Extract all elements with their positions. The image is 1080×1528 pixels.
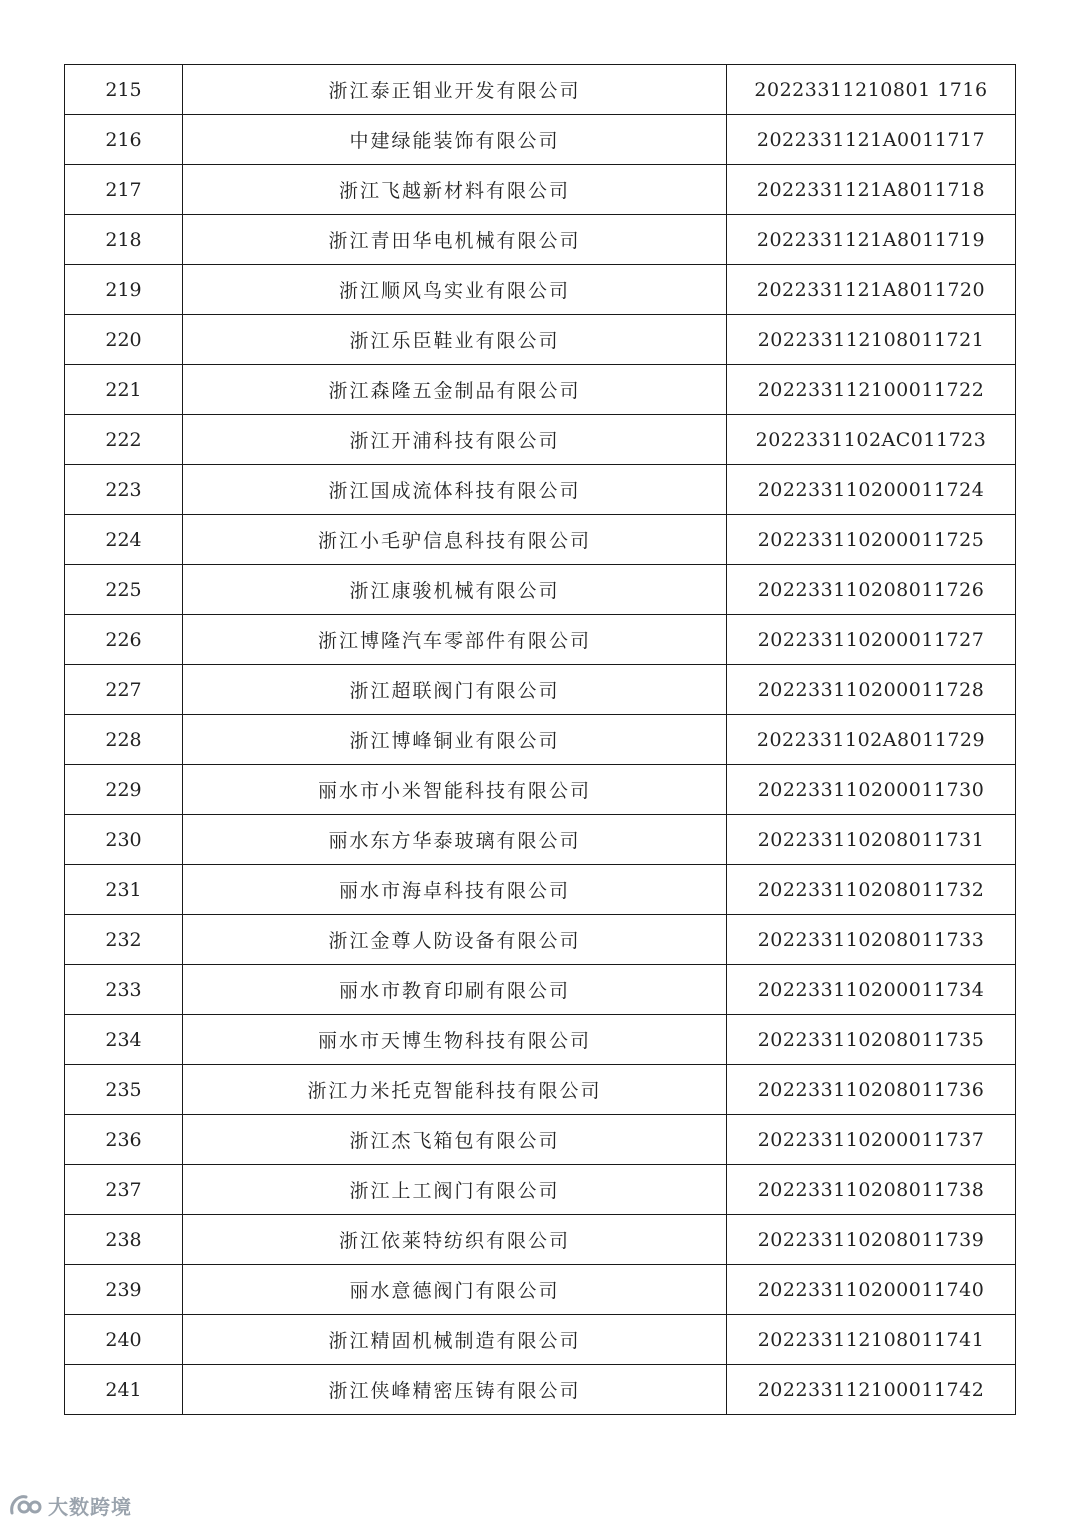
row-number: 218 — [65, 215, 183, 265]
company-name: 丽水市小米智能科技有限公司 — [183, 765, 727, 815]
registration-code: 2022331121A0011717 — [727, 115, 1016, 165]
watermark — [8, 1491, 132, 1520]
watermark-text: 大数跨境 — [48, 1495, 132, 1519]
row-number: 238 — [65, 1215, 183, 1265]
registration-code: 202233110208011736 — [727, 1065, 1016, 1115]
table-row — [65, 315, 1016, 365]
registration-code: 202233110208011735 — [727, 1015, 1016, 1065]
company-name: 浙江国成流体科技有限公司 — [183, 465, 727, 515]
company-name: 浙江青田华电机械有限公司 — [183, 215, 727, 265]
row-number: 235 — [65, 1065, 183, 1115]
row-number: 223 — [65, 465, 183, 515]
company-name: 浙江力米托克智能科技有限公司 — [183, 1065, 727, 1115]
row-number: 220 — [65, 315, 183, 365]
table-row — [65, 1065, 1016, 1115]
table-body — [65, 65, 1016, 1415]
registration-code: 202233110208011732 — [727, 865, 1016, 915]
table-row — [65, 865, 1016, 915]
row-number: 224 — [65, 515, 183, 565]
row-number: 222 — [65, 415, 183, 465]
table-row — [65, 615, 1016, 665]
table-row — [65, 915, 1016, 965]
row-number: 216 — [65, 115, 183, 165]
table-row — [65, 1215, 1016, 1265]
company-name: 浙江超联阀门有限公司 — [183, 665, 727, 715]
table-row — [65, 165, 1016, 215]
row-number: 234 — [65, 1015, 183, 1065]
registration-code: 202233110208011731 — [727, 815, 1016, 865]
company-name: 浙江顺风鸟实业有限公司 — [183, 265, 727, 315]
registration-code: 202233110200011725 — [727, 515, 1016, 565]
company-name: 浙江博隆汽车零部件有限公司 — [183, 615, 727, 665]
registration-code: 202233110208011726 — [727, 565, 1016, 615]
company-name: 浙江侠峰精密压铸有限公司 — [183, 1365, 727, 1415]
table-row — [65, 1365, 1016, 1415]
table-row — [65, 415, 1016, 465]
row-number: 237 — [65, 1165, 183, 1215]
row-number: 228 — [65, 715, 183, 765]
table-row — [65, 1015, 1016, 1065]
company-name: 浙江金尊人防设备有限公司 — [183, 915, 727, 965]
registration-code: 2022331121A8011719 — [727, 215, 1016, 265]
table-row — [65, 265, 1016, 315]
table-row — [65, 765, 1016, 815]
row-number: 229 — [65, 765, 183, 815]
row-number: 230 — [65, 815, 183, 865]
company-name: 浙江泰正钼业开发有限公司 — [183, 65, 727, 115]
row-number: 221 — [65, 365, 183, 415]
registration-code: 202233110200011724 — [727, 465, 1016, 515]
registration-code: 202233110200011737 — [727, 1115, 1016, 1165]
registration-code: 202233112108011721 — [727, 315, 1016, 365]
registration-code: 202233110208011739 — [727, 1215, 1016, 1265]
table-row — [65, 1115, 1016, 1165]
company-name: 浙江康骏机械有限公司 — [183, 565, 727, 615]
registration-code: 2022331121A8011720 — [727, 265, 1016, 315]
registration-code: 202233110200011734 — [727, 965, 1016, 1015]
row-number: 239 — [65, 1265, 183, 1315]
registration-code: 2022331121A8011718 — [727, 165, 1016, 215]
row-number: 233 — [65, 965, 183, 1015]
registration-code: 202233110200011728 — [727, 665, 1016, 715]
company-name: 中建绿能装饰有限公司 — [183, 115, 727, 165]
company-name: 浙江精固机械制造有限公司 — [183, 1315, 727, 1365]
registration-code: 20223311210801 1716 — [727, 65, 1016, 115]
registration-code: 202233110200011730 — [727, 765, 1016, 815]
row-number: 241 — [65, 1365, 183, 1415]
row-number: 231 — [65, 865, 183, 915]
registration-code: 2022331102AC011723 — [727, 415, 1016, 465]
company-name: 浙江上工阀门有限公司 — [183, 1165, 727, 1215]
row-number: 225 — [65, 565, 183, 615]
table-row — [65, 465, 1016, 515]
row-number: 232 — [65, 915, 183, 965]
company-list-table — [64, 64, 1016, 1415]
table-row — [65, 815, 1016, 865]
registration-code: 202233112100011742 — [727, 1365, 1016, 1415]
company-name: 浙江依莱特纺织有限公司 — [183, 1215, 727, 1265]
row-number: 236 — [65, 1115, 183, 1165]
company-name: 丽水意德阀门有限公司 — [183, 1265, 727, 1315]
row-number: 219 — [65, 265, 183, 315]
company-name: 丽水市海卓科技有限公司 — [183, 865, 727, 915]
table-row — [65, 1315, 1016, 1365]
company-name: 浙江小毛驴信息科技有限公司 — [183, 515, 727, 565]
company-name: 浙江乐臣鞋业有限公司 — [183, 315, 727, 365]
table-row — [65, 515, 1016, 565]
row-number: 217 — [65, 165, 183, 215]
registration-code: 202233110200011740 — [727, 1265, 1016, 1315]
company-name: 浙江森隆五金制品有限公司 — [183, 365, 727, 415]
company-name: 浙江开浦科技有限公司 — [183, 415, 727, 465]
company-name: 浙江飞越新材料有限公司 — [183, 165, 727, 215]
registration-code: 202233110208011738 — [727, 1165, 1016, 1215]
table-row — [65, 1165, 1016, 1215]
table-row — [65, 215, 1016, 265]
row-number: 226 — [65, 615, 183, 665]
table-row — [65, 1265, 1016, 1315]
table-row — [65, 665, 1016, 715]
company-name: 丽水市教育印刷有限公司 — [183, 965, 727, 1015]
table-row — [65, 965, 1016, 1015]
table-row — [65, 115, 1016, 165]
company-name: 浙江博峰铜业有限公司 — [183, 715, 727, 765]
row-number: 240 — [65, 1315, 183, 1365]
table-row — [65, 65, 1016, 115]
table-row — [65, 365, 1016, 415]
company-name: 浙江杰飞箱包有限公司 — [183, 1115, 727, 1165]
registration-code: 202233112100011722 — [727, 365, 1016, 415]
company-name: 丽水东方华泰玻璃有限公司 — [183, 815, 727, 865]
company-name: 丽水市天博生物科技有限公司 — [183, 1015, 727, 1065]
table-row — [65, 565, 1016, 615]
registration-code: 202233112108011741 — [727, 1315, 1016, 1365]
registration-code: 202233110200011727 — [727, 615, 1016, 665]
registration-code: 2022331102A8011729 — [727, 715, 1016, 765]
row-number: 227 — [65, 665, 183, 715]
brand-logo-icon — [8, 1493, 42, 1519]
table-row — [65, 715, 1016, 765]
row-number: 215 — [65, 65, 183, 115]
registration-code: 202233110208011733 — [727, 915, 1016, 965]
